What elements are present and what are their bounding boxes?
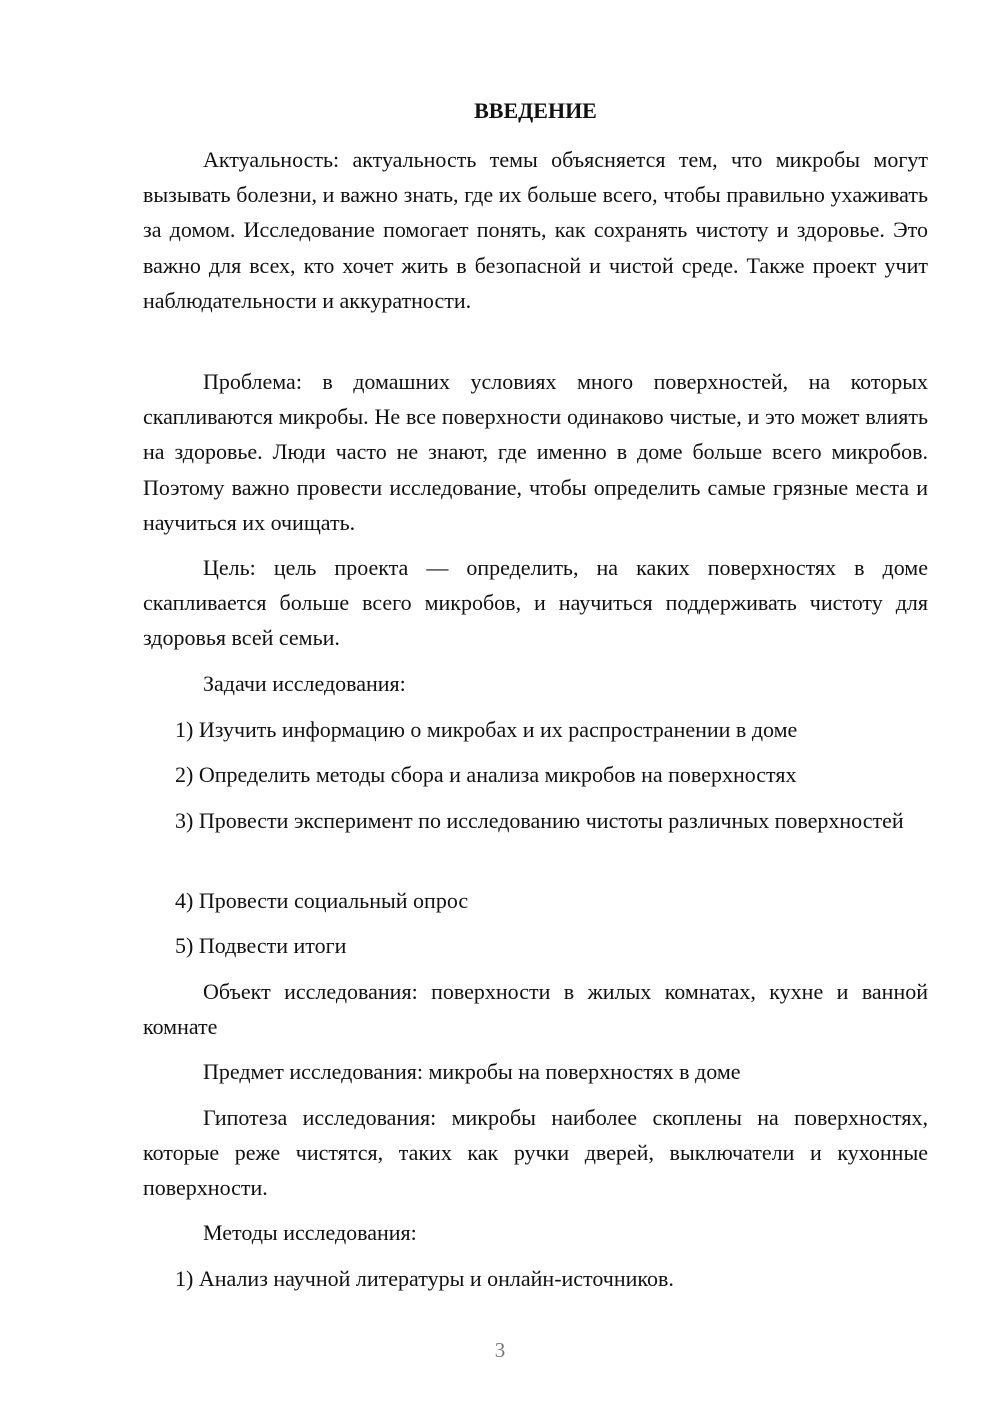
page-title: ВВЕДЕНИЕ [474,98,597,123]
paragraph-relevance: Актуальность: актуальность темы объясняется тем, что микробы могут вызывать болезни, и важно знать, где их больше всего, чтобы правильно ухаживать за домом. Исследование помогает понять, как сохранять чистоту и здоровье. Это важно для всех, кто хочет жить в безопасной и чистой среде. Также проект учит наблюдательности и аккуратности. [143,147,928,313]
task-item-1: 1) Изучить информацию о микробах и их распространении в доме [175,717,798,742]
paragraph-hypothesis: Гипотеза исследования: микробы наиболее скоплены на поверхностях, которые реже чистятся, таких как ручки дверей, выключатели и кухонные поверхности. [143,1105,928,1201]
task-item-2: 2) Определить методы сбора и анализа микробов на поверхностях [175,762,797,787]
paragraph-subject: Предмет исследования: микробы на поверхностях в доме [203,1059,741,1084]
method-item-1: 1) Анализ научной литературы и онлайн-источников. [175,1266,674,1291]
page-number: 3 [494,1338,506,1362]
paragraph-problem: Проблема: в домашних условиях много поверхностей, на которых скапливаются микробы. Не все поверхности одинаково чистые, и это может влиять на здоровье. Люди часто не знают, где именно в доме больше всего микробов. Поэтому важно провести исследование, чтобы определить самые грязные места и научиться их очищать. [143,369,928,535]
methods-heading: Методы исследования: [203,1220,417,1245]
task-item-5: 5) Подвести итоги [175,933,347,958]
paragraph-goal: Цель: цель проекта — определить, на каких поверхностях в доме скапливается больше всего микробов, и научиться поддерживать чистоту для здоровья всей семьи. [143,555,928,651]
task-item-3: 3) Провести эксперимент по исследованию чистоты различных поверхностей [175,808,904,833]
task-item-4: 4) Провести социальный опрос [175,888,469,913]
tasks-heading: Задачи исследования: [203,671,406,696]
paragraph-object: Объект исследования: поверхности в жилых комнатах, кухне и ванной комнате [143,979,928,1040]
